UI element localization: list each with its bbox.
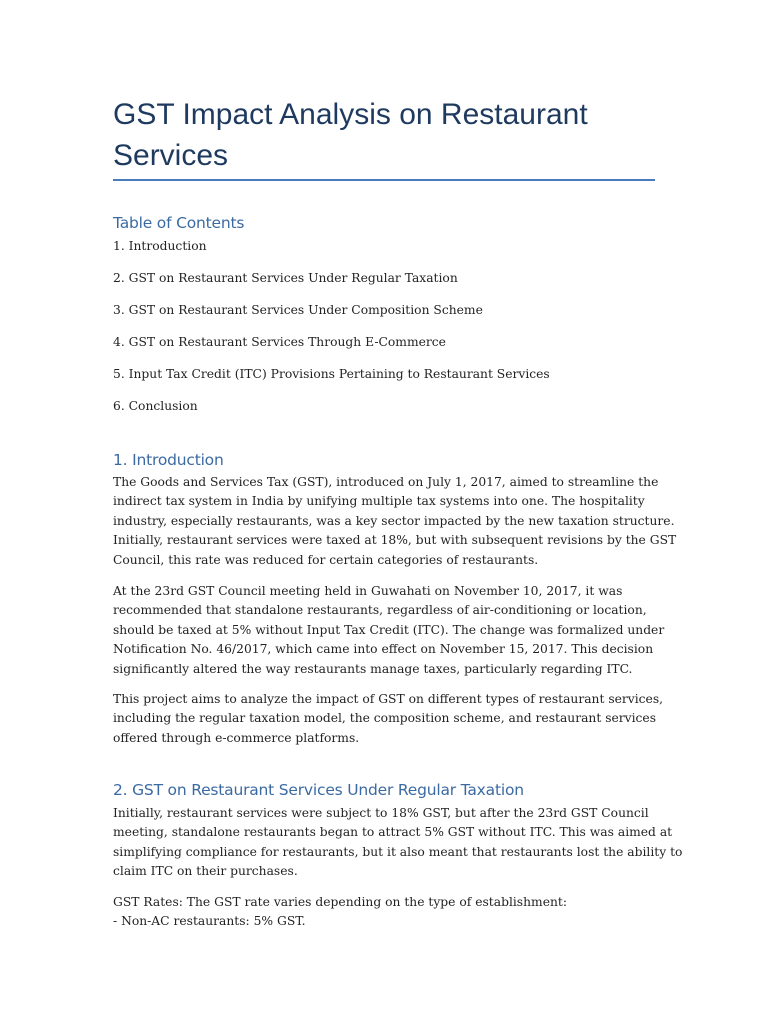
- text-line: industry, especially restaurants, was a key sector impacted by the new taxation structure.: [113, 513, 675, 528]
- intro-paragraph-1: [113, 473, 677, 570]
- text-line: This project aims to analyze the impact of GST on different types of restaurant services,: [113, 692, 664, 706]
- section-heading-introduction: 1. Introduction: [113, 451, 224, 469]
- toc-item-input-tax-credit: 5. Input Tax Credit (ITC) Provisions Pertaining to Restaurant Services: [113, 367, 550, 382]
- text-line: meeting, standalone restaurants began to attract 5% GST without ITC. This was aimed at: [113, 825, 673, 840]
- title-divider: [113, 179, 655, 181]
- document-title: [113, 94, 633, 176]
- text-line: indirect tax system in India by unifying multiple tax systems into one. The hospitality: [113, 494, 645, 509]
- text-line: simplifying compliance for restaurants, but it also meant that restaurants lost the ability to: [113, 844, 683, 859]
- text-line: Council, this rate was reduced for certain categories of restaurants.: [113, 552, 539, 567]
- text-line: Initially, restaurant services were subject to 18% GST, but after the 23rd GST Council: [113, 806, 649, 820]
- regular-paragraph-2: [113, 893, 658, 932]
- toc-item-composition-scheme: 3. GST on Restaurant Services Under Composition Scheme: [113, 303, 483, 318]
- text-line: claim ITC on their purchases.: [113, 864, 298, 879]
- toc-item-e-commerce: 4. GST on Restaurant Services Through E-Commerce: [113, 335, 446, 350]
- intro-paragraph-2: [113, 582, 665, 679]
- table-of-contents: [113, 236, 550, 429]
- text-line: offered through e-commerce platforms.: [113, 730, 360, 745]
- regular-paragraph-1: [113, 804, 683, 882]
- text-line: should be taxed at 5% without Input Tax Credit (ITC). The change was formalized under: [113, 622, 665, 637]
- text-line: including the regular taxation model, the composition scheme, and restaurant services: [113, 711, 657, 726]
- text-line: recommended that standalone restaurants, regardless of air-conditioning or location,: [113, 603, 647, 618]
- text-line: GST Rates: The GST rate varies depending on the type of establishment:: [113, 895, 567, 909]
- toc-heading: Table of Contents: [113, 214, 245, 232]
- text-line: At the 23rd GST Council meeting held in Guwahati on November 10, 2017, it was: [113, 584, 623, 598]
- document-title-line: GST Impact Analysis on Restaurant: [113, 98, 588, 131]
- text-line: significantly altered the way restaurants manage taxes, particularly regarding ITC.: [113, 661, 633, 676]
- text-line: Initially, restaurant services were taxed at 18%, but with subsequent revisions by the GST: [113, 533, 677, 548]
- toc-item-regular-taxation: 2. GST on Restaurant Services Under Regular Taxation: [113, 271, 458, 286]
- intro-paragraph-3: [113, 690, 664, 748]
- toc-item-conclusion: 6. Conclusion: [113, 399, 198, 414]
- toc-item-introduction: 1. Introduction: [113, 239, 207, 253]
- text-line: Notification No. 46/2017, which came into effect on November 15, 2017. This decision: [113, 642, 654, 657]
- section-heading-regular-taxation: 2. GST on Restaurant Services Under Regular Taxation: [113, 781, 524, 799]
- document-title-line: Services: [113, 139, 229, 172]
- text-line: The Goods and Services Tax (GST), introduced on July 1, 2017, aimed to streamline the: [113, 475, 659, 489]
- text-line: - Non-AC restaurants: 5% GST.: [113, 914, 306, 929]
